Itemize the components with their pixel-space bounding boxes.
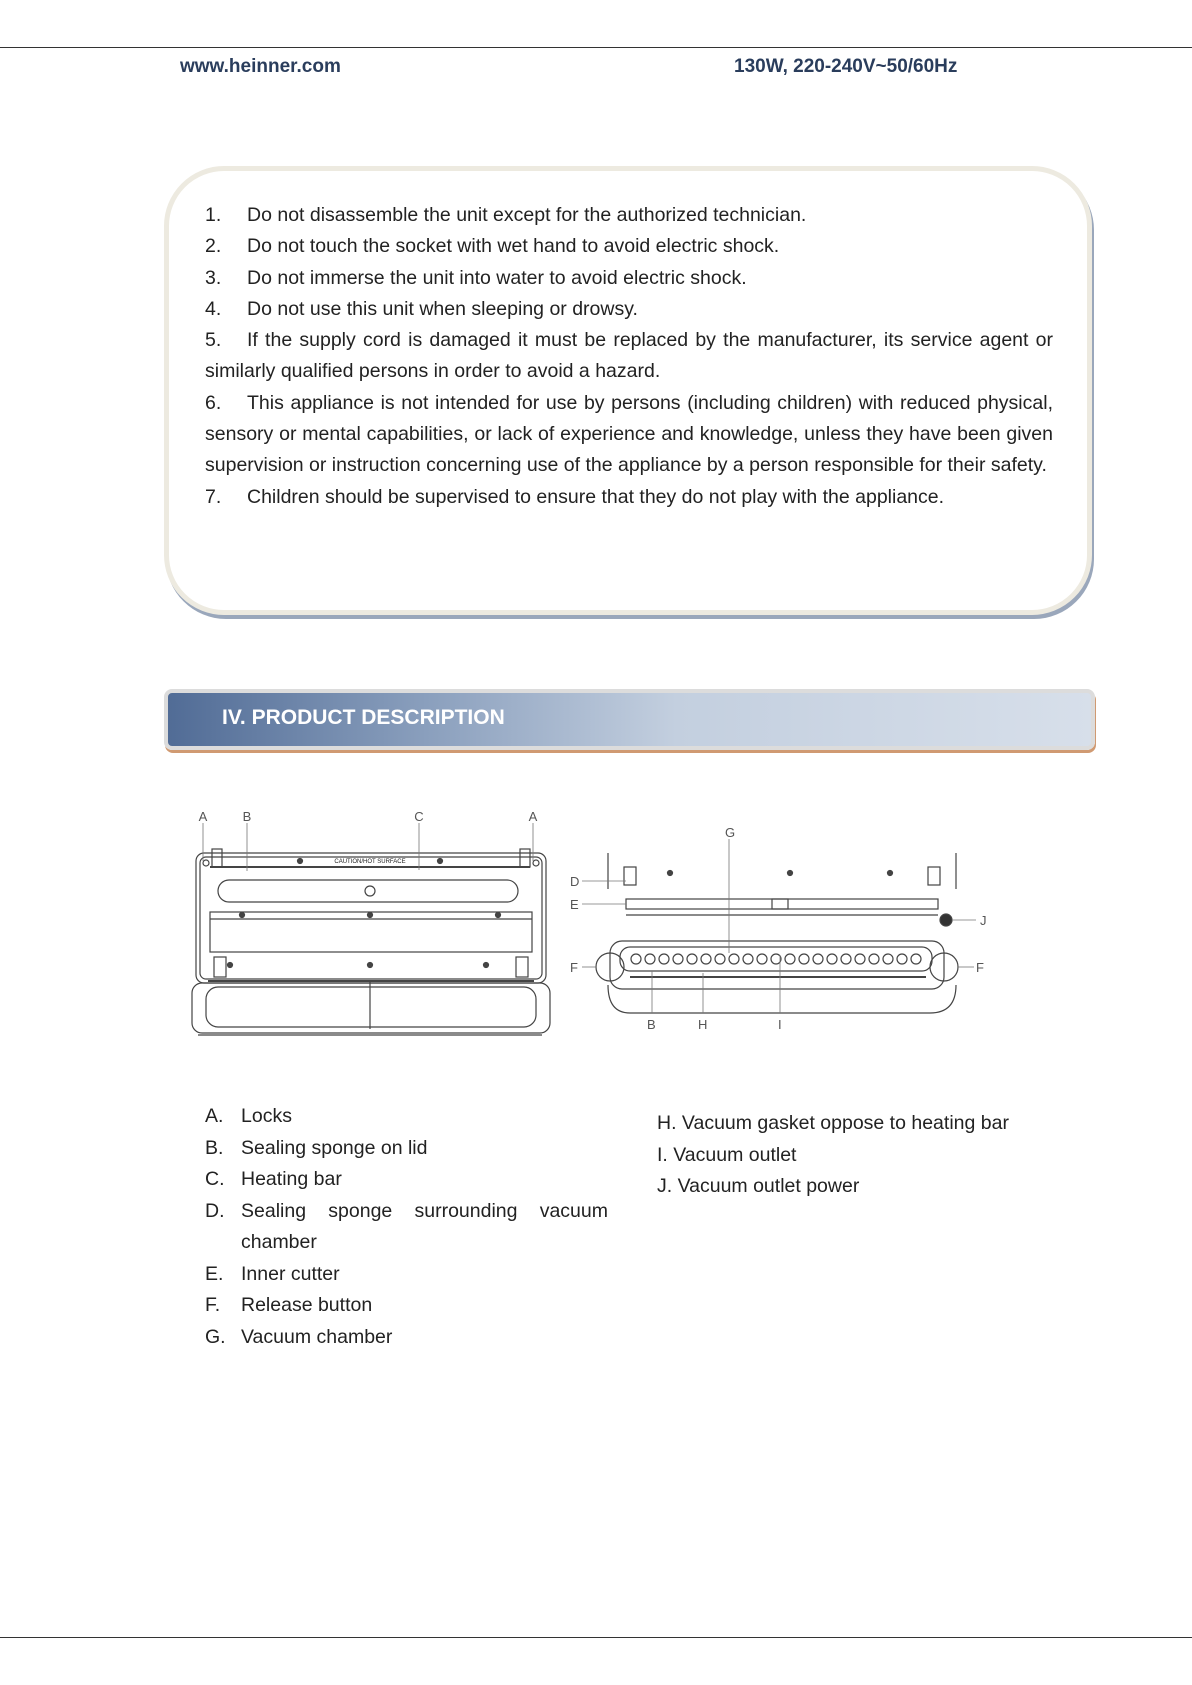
label-f: F [570,960,578,975]
part-item: I. Vacuum outlet [657,1143,797,1166]
warning-item: 4. Do not use this unit when sleeping or drowsy. [205,297,638,320]
part-item: G. Vacuum chamber [205,1325,393,1348]
label-a-right: A [528,809,538,824]
label-e: E [570,897,579,912]
parts-list-right [657,1108,1057,1203]
warning-item: 3. Do not immerse the unit into water to avoid electric shock. [205,266,747,289]
label-a: A [198,809,208,824]
unit-top-view [192,849,550,1035]
warning-item: 2. Do not touch the socket with wet hand to avoid electric shock. [205,235,780,258]
part-item: E. Inner cutter [205,1262,340,1285]
warning-item: 5. If the supply cord is damaged it must be replaced by the manufacturer, its service agent or similarly qualified persons in order to avoid a hazard. [205,329,1053,383]
warning-item: 1. Do not disassemble the unit except for the authorized technician. [205,204,807,226]
section-title: IV. PRODUCT DESCRIPTION [222,706,505,729]
label-i: I [778,1017,782,1032]
top-rule [0,47,1192,48]
label-f-right: F [976,960,984,975]
part-item: F. Release button [205,1294,373,1316]
part-item: J. Vacuum outlet power [657,1175,860,1197]
warning-item: 6. This appliance is not intended for use by persons (including children) with reduced physical, sensory or mental capabilities, or lack of experience and knowledge, unless they have been given supervision or instruction concerning use of the appliance by a person responsible for their safety. [205,391,1053,477]
part-item: H. Vacuum gasket oppose to heating bar [657,1112,1009,1134]
part-item: B. Sealing sponge on lid [205,1136,428,1159]
caution-label: CAUTION/HOT SURFACE [334,859,406,865]
label-d: D [570,874,580,889]
safety-warnings-list [205,200,1053,513]
part-item: C. Heating bar [205,1168,342,1190]
bottom-rule [0,1637,1192,1638]
label-b-open: B [647,1017,656,1032]
website-link[interactable]: www.heinner.com [180,56,341,77]
unit-open-view [596,853,958,1013]
label-g: G [725,825,736,840]
label-h: H [698,1017,708,1032]
part-item: D. Sealing sponge surrounding vacuum chamber [205,1199,608,1253]
leaders-right [582,839,976,1013]
label-c: C [414,809,424,824]
product-diagram [190,805,1010,1045]
power-specs: 130W, 220-240V~50/60Hz [734,56,958,77]
label-j: J [980,913,987,928]
warning-item: 7. Children should be supervised to ensure that they do not play with the appliance. [205,485,945,508]
parts-list-left [205,1101,608,1353]
part-item: A. Locks [205,1105,292,1127]
label-b: B [242,809,252,824]
